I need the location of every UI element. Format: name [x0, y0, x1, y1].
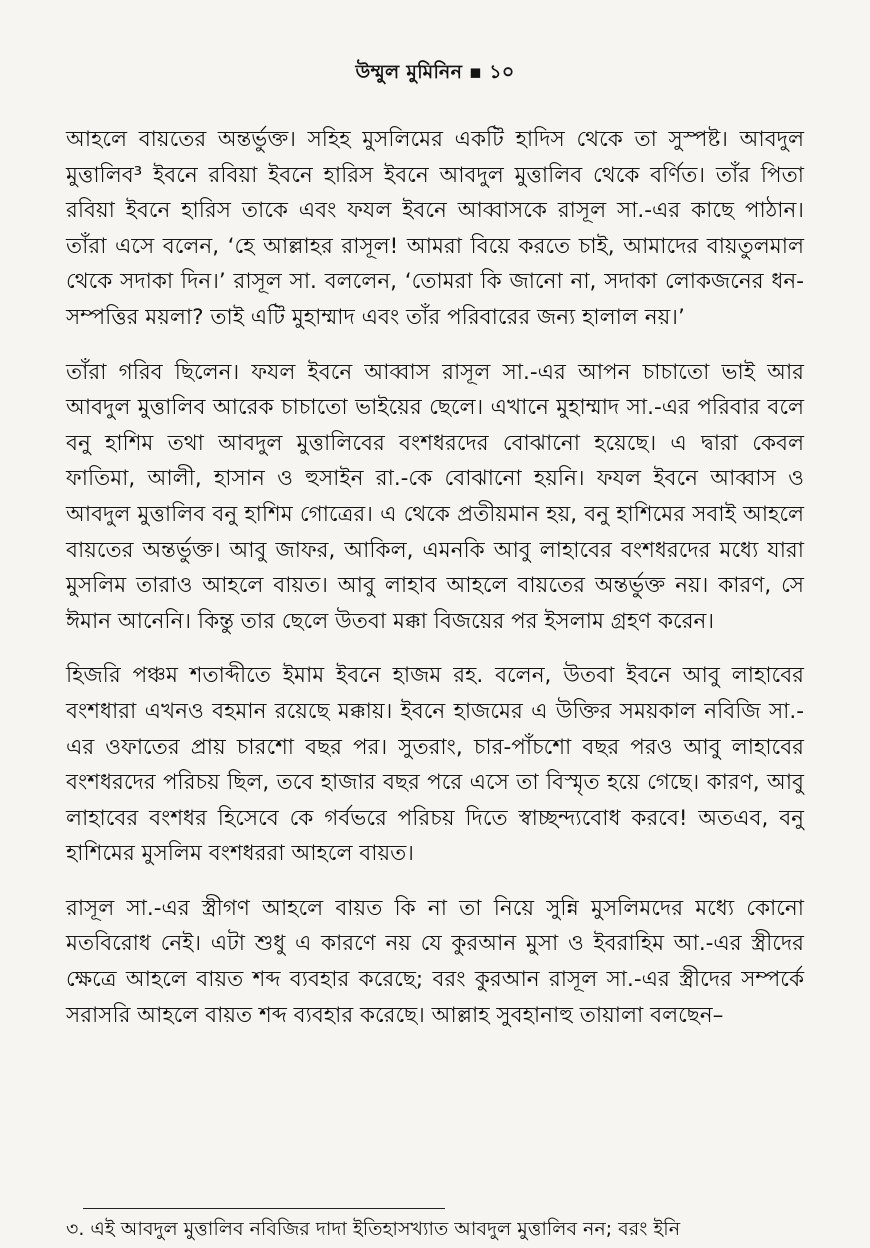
paragraph-2: তাঁরা গরিব ছিলেন। ফযল ইবনে আব্বাস রাসূল সা.-এর আপন চাচাতো ভাই আর আবদুল মুত্তালিব আরেক চাচাতো ভাইয়ের ছেলে। এখানে মুহাম্মাদ সা.-এর পরিবার বলে বনু হাশিম তথা আবদুল মুত্তালিবের বংশধরদের বোঝানো হয়েছে। এ দ্বারা কেবল ফাতিমা, আলী, হাসান ও হুসাইন রা.-কে বোঝানো হয়নি। ফযল ইবনে আব্বাস ও আবদুল মুত্তালিব বনু হাশিম গোত্রের। এ থেকে প্রতীয়মান হয়, বনু হাশিমের সবাই আহলে বায়তের অন্তর্ভুক্ত। আবু জাফর, আকিল, এমনকি আবু লাহাবের বংশধরদের মধ্যে যারা মুসলিম তারাও আহলে বায়ত। আবু লাহাব আহলে বায়তের অন্তর্ভুক্ত নয়। কারণ, সে ঈমান আনেনি। কিন্তু তার ছেলে উতবা মক্কা বিজয়ের পর ইসলাম গ্রহণ করেন। [66, 359, 804, 634]
footnote: ৩. এই আবদুল মুত্তালিব নবিজির দাদা ইতিহাসখ্যাত আবদুল মুত্তালিব নন; বরং ইনি [66, 1218, 681, 1240]
body-text [66, 122, 804, 1052]
footnote-divider [83, 1208, 445, 1209]
paragraph-4: রাসূল সা.-এর স্ত্রীগণ আহলে বায়ত কি না তা নিয়ে সুন্নি মুসলিমদের মধ্যে কোনো মতবিরোধ নেই। এটা শুধু এ কারণে নয় যে কুরআন মুসা ও ইবরাহিম আ.-এর স্ত্রীদের ক্ষেত্রে আহলে বায়ত শব্দ ব্যবহার করেছে; বরং কুরআন রাসূল সা.-এর স্ত্রীদের সম্পর্কে সরাসরি আহলে বায়ত শব্দ ব্যবহার করেছে। আল্লাহ সুবহানাহু তায়ালা বলছেন– [66, 895, 804, 1028]
running-header: উম্মুল মুমিনিন ▪ ১০ [355, 61, 515, 83]
paragraph-3: হিজরি পঞ্চম শতাব্দীতে ইমাম ইবনে হাজম রহ. বলেন, উতবা ইবনে আবু লাহাবের বংশধারা এখনও বহমান রয়েছে মক্কায়। ইবনে হাজমের এ উক্তির সময়কাল নবিজি সা.-এর ওফাতের প্রায় চারশো বছর পর। সুতরাং, চার-পাঁচশো বছর পরও আবু লাহাবের বংশধরদের পরিচয় ছিল, তবে হাজার বছর পরে এসে তা বিস্মৃত হয়ে গেছে। কারণ, আবু লাহাবের বংশধর হিসেবে কে গর্বভরে পরিচয় দিতে স্বাচ্ছন্দ্যবোধ করবে! অতএব, বনু হাশিমের মুসলিম বংশধররা আহলে বায়ত। [66, 663, 804, 867]
paragraph-1: আহলে বায়তের অন্তর্ভুক্ত। সহিহ মুসলিমের একটি হাদিস থেকে তা সুস্পষ্ট। আবদুল মুত্তালিব³ ইবনে রবিয়া ইবনে হারিস ইবনে আবদুল মুত্তালিব থেকে বর্ণিত। তাঁর পিতা রবিয়া ইবনে হারিস তাকে এবং ফযল ইবনে আব্বাসকে রাসূল সা.-এর কাছে পাঠান। তাঁরা এসে বলেন, ‘হে আল্লাহর রাসূল! আমরা বিয়ে করতে চাই, আমাদের বায়তুলমাল থেকে সদাকা দিন।’ রাসূল সা. বললেন, ‘তোমরা কি জানো না, সদাকা লোকজনের ধন-সম্পত্তির ময়লা? তাই এটি মুহাম্মাদ এবং তাঁর পরিবারের জন্য হালাল নয়।’ [66, 127, 804, 330]
